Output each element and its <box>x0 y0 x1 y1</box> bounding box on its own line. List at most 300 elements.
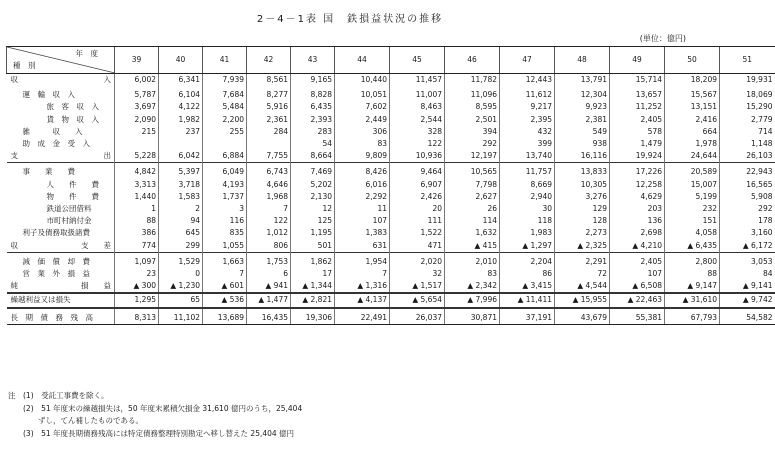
row-label <box>7 114 115 126</box>
value-cell <box>159 138 203 150</box>
value-cell: 65 <box>159 293 203 307</box>
value-cell: 938 <box>555 138 610 150</box>
value-cell: 11 <box>335 203 390 215</box>
row-label <box>7 89 115 101</box>
row-label <box>7 268 115 280</box>
value-cell: 4,629 <box>610 191 665 203</box>
value-cell: 11,457 <box>390 74 445 87</box>
value-cell: 83 <box>335 138 390 150</box>
header-corner <box>7 47 115 74</box>
value-cell: ▲ 1,297 <box>500 240 555 253</box>
value-cell: 10,565 <box>445 166 500 178</box>
value-cell: 6,435 <box>291 101 335 113</box>
row-label-text: 利子及債務取扱諸費 <box>22 228 90 238</box>
row-label-suffix: 支 差 <box>81 240 111 250</box>
value-cell: 1,954 <box>335 256 390 268</box>
value-cell: 399 <box>500 138 555 150</box>
value-cell: ▲ 941 <box>247 280 291 293</box>
value-cell: 6,049 <box>203 166 247 178</box>
value-cell: ▲ 4,137 <box>335 293 390 307</box>
value-cell: 7 <box>247 203 291 215</box>
row-label-text: 収 <box>10 75 18 84</box>
table-body <box>7 74 775 325</box>
value-cell: 6 <box>247 268 291 280</box>
value-cell: 6,884 <box>203 150 247 163</box>
value-cell: 10,051 <box>335 89 390 101</box>
table-row <box>7 114 775 126</box>
row-label <box>7 227 115 239</box>
value-cell: 1,148 <box>720 138 775 150</box>
value-cell: 11,757 <box>500 166 555 178</box>
value-cell: 1,968 <box>247 191 291 203</box>
value-cell: 0 <box>159 268 203 280</box>
row-label <box>7 74 115 87</box>
value-cell: 19,924 <box>610 150 665 163</box>
value-cell: 18,209 <box>665 74 720 87</box>
value-cell: 6,042 <box>159 150 203 163</box>
value-cell: ▲ 300 <box>115 280 159 293</box>
value-cell: 9,923 <box>555 101 610 113</box>
value-cell: ▲ 1,477 <box>247 293 291 307</box>
value-cell: 549 <box>555 126 610 138</box>
value-cell: 2,501 <box>445 114 500 126</box>
value-cell: 19,306 <box>291 312 335 325</box>
row-label-text: 鉄道公団借料 <box>46 204 92 214</box>
value-cell: ▲ 31,610 <box>665 293 720 307</box>
value-cell: 774 <box>115 240 159 253</box>
row-label <box>7 191 115 203</box>
value-cell: 11,102 <box>159 312 203 325</box>
value-cell: 2,010 <box>445 256 500 268</box>
value-cell <box>115 138 159 150</box>
value-cell: 54 <box>291 138 335 150</box>
header-year: 48 <box>555 47 610 74</box>
value-cell: 2,405 <box>610 114 665 126</box>
table-row <box>7 74 775 87</box>
value-cell: ▲ 6,435 <box>665 240 720 253</box>
value-cell: 2,544 <box>390 114 445 126</box>
row-label-text: 市町村納付金 <box>46 216 92 226</box>
value-cell: 8,828 <box>291 89 335 101</box>
loss-profit-table <box>6 46 775 325</box>
value-cell: 2,940 <box>500 191 555 203</box>
value-cell: 8,463 <box>390 101 445 113</box>
row-label-text: 貨 物 収 入 <box>46 114 99 124</box>
value-cell: ▲ 9,147 <box>665 280 720 293</box>
value-cell: 394 <box>445 126 500 138</box>
value-cell: ▲ 9,141 <box>720 280 775 293</box>
value-cell: 10,440 <box>335 74 390 87</box>
row-label-suffix: 損 益 <box>81 281 111 291</box>
value-cell: 18,069 <box>720 89 775 101</box>
value-cell: 8,426 <box>335 166 390 178</box>
row-label <box>7 203 115 215</box>
value-cell: 16,565 <box>720 179 775 191</box>
value-cell: 3,718 <box>159 179 203 191</box>
value-cell: 3,313 <box>115 179 159 191</box>
value-cell: 7,602 <box>335 101 390 113</box>
value-cell: 6,743 <box>247 166 291 178</box>
value-cell: 13,151 <box>665 101 720 113</box>
value-cell: ▲ 1,344 <box>291 280 335 293</box>
value-cell: 8,277 <box>247 89 291 101</box>
value-cell: 4,193 <box>203 179 247 191</box>
value-cell: 11,096 <box>445 89 500 101</box>
value-cell: 11,007 <box>390 89 445 101</box>
row-label-text: 減 価 償 却 費 <box>22 256 90 266</box>
table-row <box>7 138 775 150</box>
value-cell: 5,484 <box>203 101 247 113</box>
value-cell: 67,793 <box>665 312 720 325</box>
value-cell: 237 <box>159 126 203 138</box>
value-cell: 471 <box>390 240 445 253</box>
value-cell: 2,130 <box>291 191 335 203</box>
table-row <box>7 101 775 113</box>
row-label-suffix: 出 <box>103 151 111 161</box>
value-cell: 116 <box>203 215 247 227</box>
value-cell: 8,664 <box>291 150 335 163</box>
value-cell: ▲ 6,508 <box>610 280 665 293</box>
row-label-suffix: 入 <box>103 75 111 84</box>
row-label-text: 収 <box>10 240 18 250</box>
value-cell: 43,679 <box>555 312 610 325</box>
value-cell: 136 <box>610 215 665 227</box>
value-cell: 6,104 <box>159 89 203 101</box>
value-cell: 1 <box>115 203 159 215</box>
row-label <box>7 280 115 293</box>
value-cell: 111 <box>390 215 445 227</box>
value-cell: 9,217 <box>500 101 555 113</box>
value-cell: 1,055 <box>203 240 247 253</box>
value-cell: 23 <box>115 268 159 280</box>
value-cell: 299 <box>159 240 203 253</box>
row-label <box>7 101 115 113</box>
row-label-text: 人 件 費 <box>46 179 99 189</box>
value-cell: 2,779 <box>720 114 775 126</box>
value-cell: 2,291 <box>555 256 610 268</box>
value-cell: 10,305 <box>555 179 610 191</box>
value-cell: 1,737 <box>203 191 247 203</box>
value-cell: 88 <box>115 215 159 227</box>
table-row <box>7 126 775 138</box>
value-cell: 2,449 <box>335 114 390 126</box>
table-row <box>7 89 775 101</box>
value-cell <box>203 138 247 150</box>
value-cell: ▲ 2,342 <box>445 280 500 293</box>
value-cell: 7,798 <box>445 179 500 191</box>
value-cell: 2 <box>159 203 203 215</box>
value-cell: 501 <box>291 240 335 253</box>
header-year: 49 <box>610 47 665 74</box>
value-cell: 283 <box>291 126 335 138</box>
row-label <box>7 150 115 163</box>
value-cell: 645 <box>159 227 203 239</box>
value-cell: 5,202 <box>291 179 335 191</box>
row-label-text: 運 輸 収 入 <box>22 90 75 100</box>
value-cell: 9,165 <box>291 74 335 87</box>
value-cell: 2,627 <box>445 191 500 203</box>
value-cell: 1,440 <box>115 191 159 203</box>
value-cell: 3,160 <box>720 227 775 239</box>
value-cell: 37,191 <box>500 312 555 325</box>
table-row <box>7 215 775 227</box>
value-cell: 2,292 <box>335 191 390 203</box>
value-cell: ▲ 11,411 <box>500 293 555 307</box>
value-cell: 9,464 <box>390 166 445 178</box>
table-row <box>7 312 775 325</box>
row-label <box>7 166 115 178</box>
value-cell: 2,395 <box>500 114 555 126</box>
value-cell: 4,842 <box>115 166 159 178</box>
value-cell: 386 <box>115 227 159 239</box>
value-cell: 26 <box>445 203 500 215</box>
value-cell: 4,058 <box>665 227 720 239</box>
header-year: 46 <box>445 47 500 74</box>
value-cell: 19,931 <box>720 74 775 87</box>
header-year: 44 <box>335 47 390 74</box>
value-cell: ▲ 1,230 <box>159 280 203 293</box>
value-cell: 2,381 <box>555 114 610 126</box>
value-cell: 32 <box>390 268 445 280</box>
value-cell: 292 <box>445 138 500 150</box>
value-cell: 664 <box>665 126 720 138</box>
value-cell: ▲ 536 <box>203 293 247 307</box>
header-year: 50 <box>665 47 720 74</box>
value-cell: 7 <box>335 268 390 280</box>
value-cell: ▲ 6,172 <box>720 240 775 253</box>
value-cell: 12,258 <box>610 179 665 191</box>
value-cell: ▲ 1,316 <box>335 280 390 293</box>
row-label-text: 支 <box>10 151 18 161</box>
table-row <box>7 166 775 178</box>
header-year: 43 <box>291 47 335 74</box>
value-cell: 16,116 <box>555 150 610 163</box>
value-cell: 13,657 <box>610 89 665 101</box>
value-cell: 10,936 <box>390 150 445 163</box>
value-cell: 15,714 <box>610 74 665 87</box>
value-cell: 17 <box>291 268 335 280</box>
value-cell: 255 <box>203 126 247 138</box>
value-cell: 12,197 <box>445 150 500 163</box>
footnote-line: 注 (1) 受託工事費を除く。 <box>8 391 109 400</box>
value-cell: 15,290 <box>720 101 775 113</box>
value-cell: 1,862 <box>291 256 335 268</box>
value-cell: 5,199 <box>665 191 720 203</box>
value-cell: 2,090 <box>115 114 159 126</box>
table-row <box>7 268 775 280</box>
footnote-line: (2) 51 年度末の繰越損失は，50 年度末累積欠損金 31,610 億円のうち，25,404 <box>8 403 303 413</box>
footnote-line: (3) 51 年度長期債務残高には特定債務整理特別勘定へ移し替えた 25,404 億円 <box>8 428 295 438</box>
value-cell: 306 <box>335 126 390 138</box>
value-cell: 12,443 <box>500 74 555 87</box>
value-cell: 328 <box>390 126 445 138</box>
value-cell: 13,833 <box>555 166 610 178</box>
value-cell: 94 <box>159 215 203 227</box>
value-cell: 4,646 <box>247 179 291 191</box>
value-cell: 8,669 <box>500 179 555 191</box>
table-row <box>7 280 775 293</box>
value-cell: 16,435 <box>247 312 291 325</box>
value-cell: 2,698 <box>610 227 665 239</box>
value-cell: 24,644 <box>665 150 720 163</box>
header-year: 39 <box>115 47 159 74</box>
table-row <box>7 293 775 307</box>
header-year: 51 <box>720 47 775 74</box>
value-cell: 6,907 <box>390 179 445 191</box>
value-cell: 12 <box>291 203 335 215</box>
value-cell: 88 <box>665 268 720 280</box>
value-cell: 2,393 <box>291 114 335 126</box>
value-cell: ▲ 3,415 <box>500 280 555 293</box>
value-cell: ▲ 1,517 <box>390 280 445 293</box>
value-cell: 1,583 <box>159 191 203 203</box>
value-cell: 1,663 <box>203 256 247 268</box>
value-cell: 7,755 <box>247 150 291 163</box>
value-cell: 17,226 <box>610 166 665 178</box>
table-row <box>7 240 775 253</box>
value-cell: 9,809 <box>335 150 390 163</box>
value-cell: 22,943 <box>720 166 775 178</box>
value-cell: 5,908 <box>720 191 775 203</box>
row-label <box>7 240 115 253</box>
value-cell: ▲ 9,742 <box>720 293 775 307</box>
value-cell: 26,037 <box>390 312 445 325</box>
value-cell: 22,491 <box>335 312 390 325</box>
value-cell: 1,097 <box>115 256 159 268</box>
value-cell: 2,361 <box>247 114 291 126</box>
value-cell: 1,012 <box>247 227 291 239</box>
value-cell: 232 <box>665 203 720 215</box>
value-cell: 3,697 <box>115 101 159 113</box>
value-cell: 30 <box>500 203 555 215</box>
value-cell: 8,313 <box>115 312 159 325</box>
value-cell: ▲ 2,821 <box>291 293 335 307</box>
value-cell: 86 <box>500 268 555 280</box>
value-cell: 578 <box>610 126 665 138</box>
row-label-text: 営 業 外 損 益 <box>22 269 90 279</box>
value-cell: ▲ 601 <box>203 280 247 293</box>
value-cell: 11,252 <box>610 101 665 113</box>
value-cell: 5,397 <box>159 166 203 178</box>
table-row <box>7 256 775 268</box>
value-cell: 2,405 <box>610 256 665 268</box>
value-cell: 128 <box>555 215 610 227</box>
value-cell: 631 <box>335 240 390 253</box>
value-cell: 13,791 <box>555 74 610 87</box>
value-cell: 6,016 <box>335 179 390 191</box>
row-label <box>7 179 115 191</box>
value-cell: 11,782 <box>445 74 500 87</box>
table-row <box>7 150 775 163</box>
row-label-text: 純 <box>10 281 18 291</box>
value-cell: 30,871 <box>445 312 500 325</box>
value-cell: 3 <box>203 203 247 215</box>
value-cell: 284 <box>247 126 291 138</box>
value-cell: 292 <box>720 203 775 215</box>
table-row <box>7 191 775 203</box>
value-cell: 2,416 <box>665 114 720 126</box>
value-cell: ▲ 15,955 <box>555 293 610 307</box>
value-cell <box>247 138 291 150</box>
row-label <box>7 215 115 227</box>
value-cell: ▲ 2,325 <box>555 240 610 253</box>
header-year: 40 <box>159 47 203 74</box>
value-cell: 2,204 <box>500 256 555 268</box>
value-cell: 3,053 <box>720 256 775 268</box>
header-row <box>7 47 775 74</box>
value-cell: 1,195 <box>291 227 335 239</box>
value-cell: 6,341 <box>159 74 203 87</box>
value-cell: 13,689 <box>203 312 247 325</box>
value-cell: ▲ 5,654 <box>390 293 445 307</box>
value-cell: 15,007 <box>665 179 720 191</box>
value-cell: 5,228 <box>115 150 159 163</box>
value-cell: 2,200 <box>203 114 247 126</box>
row-label <box>7 293 115 307</box>
value-cell: 7,684 <box>203 89 247 101</box>
value-cell: 1,529 <box>159 256 203 268</box>
value-cell: 8,561 <box>247 74 291 87</box>
table-row <box>7 203 775 215</box>
header-year: 41 <box>203 47 247 74</box>
value-cell: 26,103 <box>720 150 775 163</box>
value-cell: 2,273 <box>555 227 610 239</box>
footnote-line: ずし，てん補したものである。 <box>8 416 143 425</box>
value-cell: 1,753 <box>247 256 291 268</box>
row-label-text: 物 件 費 <box>46 191 99 201</box>
value-cell: ▲ 7,996 <box>445 293 500 307</box>
value-cell: 54,582 <box>720 312 775 325</box>
value-cell: 55,381 <box>610 312 665 325</box>
value-cell: 806 <box>247 240 291 253</box>
value-cell: 178 <box>720 215 775 227</box>
value-cell: 129 <box>555 203 610 215</box>
value-cell: 203 <box>610 203 665 215</box>
value-cell: 1,632 <box>445 227 500 239</box>
value-cell: 6,002 <box>115 74 159 87</box>
value-cell: 7,939 <box>203 74 247 87</box>
value-cell: 2,020 <box>390 256 445 268</box>
value-cell: ▲ 22,463 <box>610 293 665 307</box>
table-row <box>7 179 775 191</box>
header-year: 47 <box>500 47 555 74</box>
footnotes <box>8 390 302 440</box>
row-label <box>7 138 115 150</box>
value-cell: 835 <box>203 227 247 239</box>
value-cell: 107 <box>335 215 390 227</box>
value-cell: ▲ 4,210 <box>610 240 665 253</box>
value-cell: ▲ 415 <box>445 240 500 253</box>
value-cell: 2,426 <box>390 191 445 203</box>
row-label-text: 長 期 債 務 残 高 <box>10 312 93 322</box>
value-cell: 1,383 <box>335 227 390 239</box>
value-cell: 11,612 <box>500 89 555 101</box>
value-cell: 4,122 <box>159 101 203 113</box>
value-cell: 13,740 <box>500 150 555 163</box>
value-cell: 84 <box>720 268 775 280</box>
row-label-text: 繰越利益又は損失 <box>10 295 71 305</box>
value-cell: 1,983 <box>500 227 555 239</box>
value-cell: 714 <box>720 126 775 138</box>
row-label <box>7 126 115 138</box>
value-cell: 3,276 <box>555 191 610 203</box>
table-row <box>7 227 775 239</box>
value-cell: 20 <box>390 203 445 215</box>
value-cell: 118 <box>500 215 555 227</box>
header-year: 42 <box>247 47 291 74</box>
value-cell: ▲ 4,544 <box>555 280 610 293</box>
table-title: 2－4－1表 国 鉄損益状況の推移 <box>256 14 444 25</box>
